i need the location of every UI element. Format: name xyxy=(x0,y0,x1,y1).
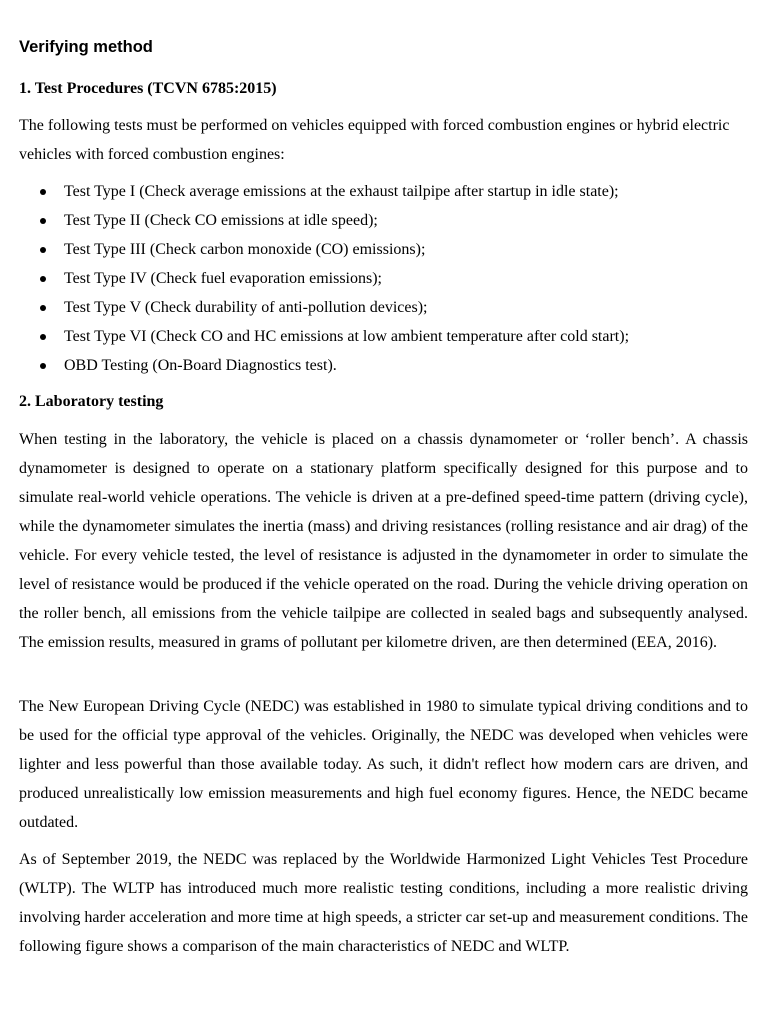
list-item xyxy=(19,322,629,351)
bullet-icon xyxy=(40,305,46,311)
bullet-icon xyxy=(40,247,46,253)
section-title-test-procedures: 1. Test Procedures (TCVN 6785:2015) xyxy=(19,80,277,97)
list-item-text: Test Type II (Check CO emissions at idle speed); xyxy=(64,212,378,229)
list-item-text: Test Type I (Check average emissions at the exhaust tailpipe after startup in idle state); xyxy=(64,183,619,200)
list-item-text: OBD Testing (On-Board Diagnostics test). xyxy=(64,357,337,374)
test-type-list xyxy=(19,177,629,380)
list-item-text: Test Type III (Check carbon monoxide (CO) emissions); xyxy=(64,241,426,258)
bullet-icon xyxy=(40,363,46,369)
list-item xyxy=(19,293,629,322)
bullet-icon xyxy=(40,276,46,282)
section-intro-paragraph: The following tests must be performed on vehicles equipped with forced combustion engines or hybrid electric vehicles with forced combustion engines: xyxy=(19,117,730,163)
list-item xyxy=(19,235,629,264)
body-paragraph: As of September 2019, the NEDC was replaced by the Worldwide Harmonized Light Vehicles Test Procedure (WLTP). The WLTP has introduced much more realistic testing conditions, including a more realistic driving involving harder acceleration and more time at high speeds, a stricter car set-up and measurement conditions. The following figure shows a comparison of the main characteristics of NEDC and WLTP. xyxy=(19,851,748,955)
document-heading: Verifying method xyxy=(19,38,153,56)
list-item xyxy=(19,351,629,380)
bullet-icon xyxy=(40,189,46,195)
list-item xyxy=(19,177,629,206)
list-item xyxy=(19,206,629,235)
body-paragraph: When testing in the laboratory, the vehicle is placed on a chassis dynamometer or ‘roller bench’. A chassis dynamometer is designed to operate on a stationary platform specifically designed for this purpose and to simulate real-world vehicle operations. The vehicle is driven at a pre-defined speed-time pattern (driving cycle), while the dynamometer simulates the inertia (mass) and driving resistances (rolling resistance and air drag) of the vehicle. For every vehicle tested, the level of resistance is adjusted in the dynamometer in order to simulate the level of resistance would be produced if the vehicle operated on the road. During the vehicle driving operation on the roller bench, all emissions from the vehicle tailpipe are collected in sealed bags and subsequently analysed. The emission results, measured in grams of pollutant per kilometre driven, are then determined (EEA, 2016). xyxy=(19,431,748,651)
bullet-icon xyxy=(40,334,46,340)
bullet-icon xyxy=(40,218,46,224)
list-item-text: Test Type IV (Check fuel evaporation emissions); xyxy=(64,270,382,287)
list-item xyxy=(19,264,629,293)
list-item-text: Test Type VI (Check CO and HC emissions at low ambient temperature after cold start); xyxy=(64,328,630,345)
section-title-laboratory-testing: 2. Laboratory testing xyxy=(19,393,164,410)
body-paragraph: The New European Driving Cycle (NEDC) was established in 1980 to simulate typical driving conditions and to be used for the official type approval of the vehicles. Originally, the NEDC was developed when vehicles were lighter and less powerful than those available today. As such, it didn't reflect how modern cars are driven, and produced unrealistically low emission measurements and high fuel economy figures. Hence, the NEDC became outdated. xyxy=(19,698,748,831)
list-item-text: Test Type V (Check durability of anti-pollution devices); xyxy=(64,299,428,316)
